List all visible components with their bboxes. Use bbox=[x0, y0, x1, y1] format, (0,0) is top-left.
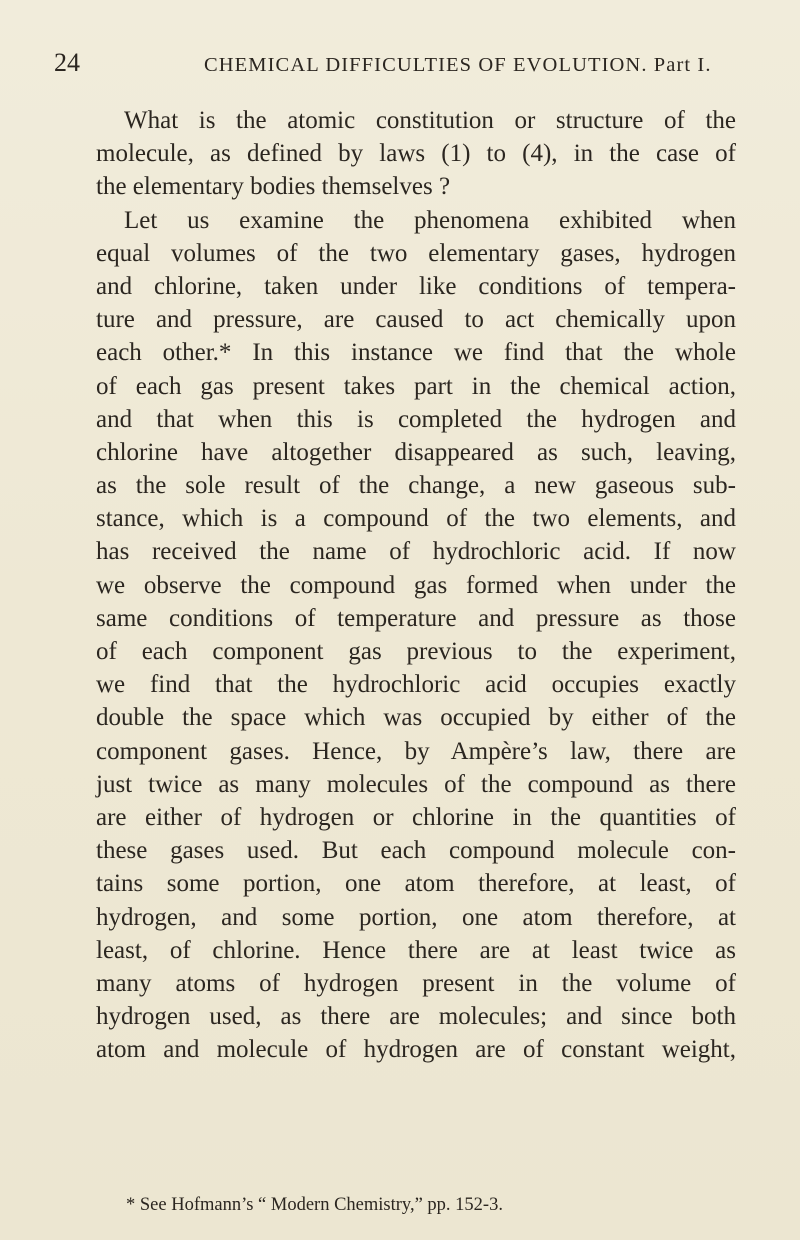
text-line: hydrogen, and some portion, one atom therefore, at bbox=[96, 903, 736, 931]
page-number: 24 bbox=[54, 48, 80, 77]
text-line: and that when this is completed the hydrogen and bbox=[96, 405, 736, 433]
text-line: Let us examine the phenomena exhibited when bbox=[124, 206, 736, 234]
text-line: many atoms of hydrogen present in the volume of bbox=[96, 969, 736, 997]
text-line: as the sole result of the change, a new gaseous sub- bbox=[96, 472, 736, 500]
page-header bbox=[54, 48, 766, 82]
text-line: we find that the hydrochloric acid occupies exactly bbox=[96, 671, 736, 699]
footnote: * See Hofmann’s “ Modern Chemistry,” pp. 152-3. bbox=[126, 1195, 503, 1215]
text-line: these gases used. But each compound molecule con- bbox=[96, 837, 736, 865]
text-line: each other.* In this instance we find that the whole bbox=[96, 339, 736, 367]
text-line: ture and pressure, are caused to act chemically upon bbox=[96, 306, 736, 334]
text-line: same conditions of temperature and pressure as those bbox=[96, 604, 736, 632]
text-line: we observe the compound gas formed when under the bbox=[96, 571, 736, 599]
text-line: equal volumes of the two elementary gases, hydrogen bbox=[96, 239, 736, 267]
text-line: of each gas present takes part in the chemical action, bbox=[96, 372, 736, 400]
text-line: least, of chlorine. Hence there are at least twice as bbox=[96, 936, 736, 964]
text-line: component gases. Hence, by Ampère’s law, there are bbox=[96, 737, 736, 765]
text-line: What is the atomic constitution or structure of the bbox=[124, 107, 736, 134]
text-line: tains some portion, one atom therefore, at least, of bbox=[96, 870, 736, 898]
text-line: stance, which is a compound of the two elements, and bbox=[96, 505, 736, 533]
text-line: hydrogen used, as there are molecules; and since both bbox=[96, 1003, 736, 1031]
text-line: double the space which was occupied by either of the bbox=[96, 704, 736, 732]
text-line: of each component gas previous to the experiment, bbox=[96, 638, 736, 665]
text-line: just twice as many molecules of the compound as there bbox=[96, 770, 736, 798]
text-line: molecule, as defined by laws (1) to (4), in the case of bbox=[96, 140, 736, 168]
text-line: chlorine have altogether disappeared as such, leaving, bbox=[96, 438, 736, 466]
running-head: CHEMICAL DIFFICULTIES OF EVOLUTION. Part I. bbox=[204, 54, 712, 76]
text-line: atom and molecule of hydrogen are of constant weight, bbox=[96, 1036, 736, 1064]
text-line: and chlorine, taken under like conditions of tempera- bbox=[96, 272, 736, 300]
text-line: the elementary bodies themselves ? bbox=[96, 173, 451, 201]
body-text bbox=[96, 104, 736, 1066]
text-line: has received the name of hydrochloric acid. If now bbox=[96, 538, 736, 566]
text-line: are either of hydrogen or chlorine in the quantities of bbox=[96, 803, 736, 831]
